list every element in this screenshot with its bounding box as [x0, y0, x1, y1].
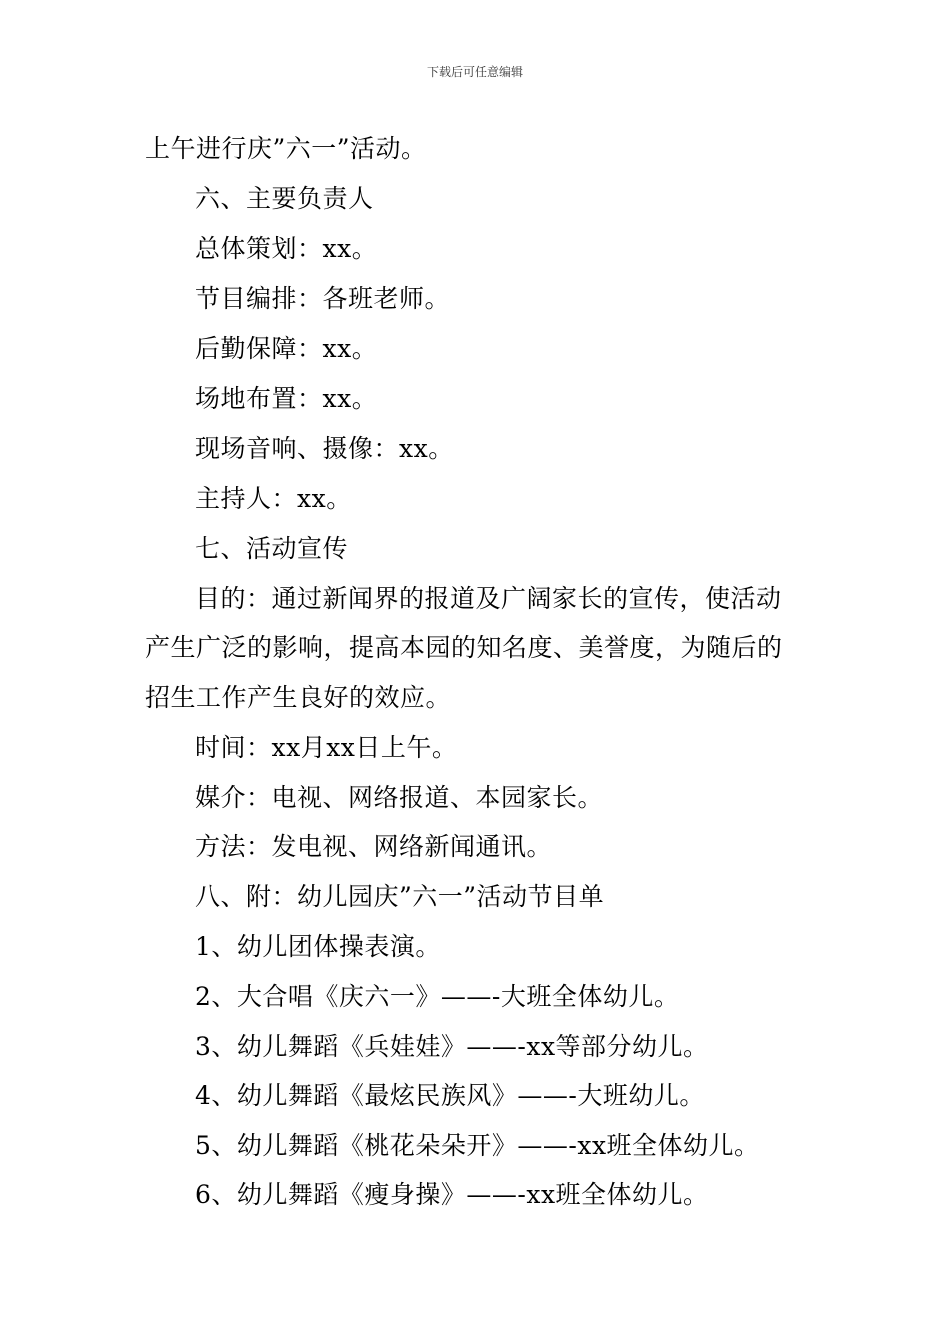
program-list-item: 2、大合唱《庆六一》——-大班全体幼儿。 — [195, 982, 680, 1011]
paragraph-line: 现场音响、摄像：xx。 — [195, 434, 454, 463]
paragraph-line: 产生广泛的影响，提高本园的知名度、美誉度，为随后的 — [145, 633, 783, 662]
program-list-item: 5、幼儿舞蹈《桃花朵朵开》——-xx班全体幼儿。 — [195, 1131, 760, 1160]
paragraph-line: 目的：通过新闻界的报道及广阔家长的宣传，使活动 — [195, 584, 782, 613]
program-list-item: 3、幼儿舞蹈《兵娃娃》——-xx等部分幼儿。 — [195, 1032, 709, 1061]
paragraph-line: 节目编排：各班老师。 — [195, 284, 451, 313]
section-heading: 七、活动宣传 — [195, 534, 349, 563]
section-heading: 六、主要负责人 — [195, 184, 374, 213]
program-list-item: 1、幼儿团体操表演。 — [195, 932, 441, 961]
page-header: 下载后可任意编辑 — [426, 65, 523, 79]
section-heading: 八、附：幼儿园庆”六一”活动节目单 — [195, 882, 605, 911]
program-list-item: 6、幼儿舞蹈《瘦身操》——-xx班全体幼儿。 — [195, 1180, 709, 1209]
paragraph-line: 招生工作产生良好的效应。 — [145, 683, 452, 712]
paragraph-line: 媒介：电视、网络报道、本园家长。 — [195, 783, 604, 812]
paragraph-line: 时间：xx月xx日上午。 — [195, 733, 458, 762]
paragraph-line: 主持人：xx。 — [195, 484, 352, 513]
paragraph-line: 后勤保障：xx。 — [195, 334, 378, 363]
paragraph-line: 方法：发电视、网络新闻通讯。 — [195, 832, 553, 861]
paragraph-line: 上午进行庆”六一”活动。 — [145, 134, 427, 163]
paragraph-line: 总体策划：xx。 — [195, 234, 378, 263]
paragraph-line: 场地布置：xx。 — [195, 384, 378, 413]
program-list-item: 4、幼儿舞蹈《最炫民族风》——-大班幼儿。 — [195, 1081, 705, 1110]
